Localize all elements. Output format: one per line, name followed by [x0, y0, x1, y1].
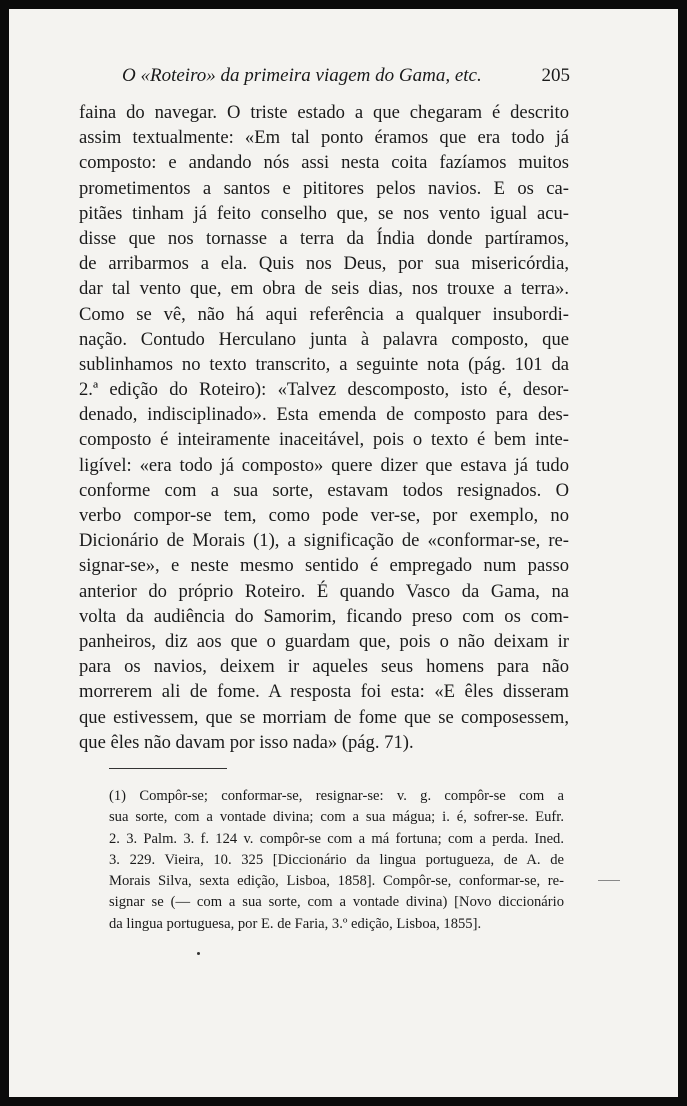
scan-border-top	[0, 0, 687, 9]
text-line: de arribarmos a ela. Quis nos Deus, por sua misericórdia,	[79, 253, 569, 275]
text-line: Dicionário de Morais (1), a significação de «conformar-se, re-	[79, 530, 569, 552]
text-line: sublinhamos no texto transcrito, a seguinte nota (pág. 101 da	[79, 353, 569, 375]
text-line: signar-se», e neste mesmo sentido é empregado num passo	[79, 555, 569, 577]
footnote-line: signar se (— com a sua sorte, com a vontade divina) [Novo diccionário	[109, 894, 564, 911]
footnote-line: Morais Silva, sexta edição, Lisboa, 1858]. Compôr-se, conformar-se, re-	[109, 873, 564, 890]
text-line: dar tal vento que, em obra de seis dias, nos trouxe a terra».	[79, 278, 569, 300]
text-line: composto: e andando nós assi nesta coita fazíamos muitos	[79, 152, 569, 174]
footnotes	[109, 786, 564, 935]
scan-border-bottom	[0, 1097, 687, 1106]
footnote-line: sua sorte, com a vontade divina; com a sua mágua; i. é, sofrer-se. Eufr.	[109, 809, 564, 826]
text-line: conforme com a sua sorte, estavam todos resignados. O	[79, 479, 569, 501]
text-line: panheiros, diz aos que o guardam que, pois o não deixam ir	[79, 630, 569, 652]
page-header	[122, 62, 570, 90]
text-line: 2.ª edição do Roteiro): «Talvez descomposto, isto é, desor-	[79, 379, 569, 401]
text-line: anterior do próprio Roteiro. É quando Vasco da Gama, na	[79, 580, 569, 602]
text-line: que êles não davam por isso nada» (pág. 71).	[79, 731, 414, 753]
footnote-line: (1) Compôr-se; conformar-se, resignar-se: v. g. compôr-se com a	[109, 788, 564, 804]
main-text	[79, 100, 569, 755]
text-line: nação. Contudo Herculano junta à palavra composto, que	[79, 328, 569, 350]
text-line: prometimentos a santos e pititores pelos navios. E os ca-	[79, 177, 569, 199]
page-number: 205	[541, 65, 570, 86]
text-line: composto é inteiramente inaceitável, pois o texto é bem inte-	[79, 429, 569, 451]
footnote-divider	[109, 768, 227, 769]
text-line: Como se vê, não há aqui referência a qualquer insubordi-	[79, 303, 569, 325]
text-line: faina do navegar. O triste estado a que chegaram é descrito	[79, 102, 569, 123]
text-line: assim textualmente: «Em tal ponto éramos que era todo já	[79, 127, 569, 149]
text-line: ligível: «era todo já composto» quere dizer que estava já tudo	[79, 454, 569, 476]
text-line: volta da audiência do Samorim, ficando preso com os com-	[79, 605, 569, 627]
text-line: pitães tinham já feito conselho que, se nos vento igual acu-	[79, 202, 569, 224]
footnote-line: da lingua portuguesa, por E. de Faria, 3.º edição, Lisboa, 1855].	[109, 915, 482, 932]
scan-speck	[197, 952, 200, 955]
scan-border-right	[678, 0, 687, 1106]
text-line: denado, indisciplinado». Esta emenda de composto para des-	[79, 404, 569, 426]
text-line: morrerem ali de fome. A resposta foi esta: «E êles disseram	[79, 681, 569, 703]
footnote-line: 2. 3. Palm. 3. f. 124 v. compôr-se com a má fortuna; com a perda. Ined.	[109, 830, 564, 847]
scan-scratch	[598, 880, 620, 881]
scan-border-left	[0, 0, 9, 1106]
text-line: verbo compor-se tem, como pode ver-se, por exemplo, no	[79, 505, 569, 526]
footnote-line: 3. 229. Vieira, 10. 325 [Diccionário da lingua portugueza, de A. de	[109, 851, 564, 868]
text-line: que estivessem, que se morriam de fome que se composessem,	[79, 706, 569, 728]
running-title: O «Roteiro» da primeira viagem do Gama, etc.	[122, 65, 482, 86]
text-line: disse que nos tornasse a terra da Índia donde partíramos,	[79, 227, 569, 249]
text-line: para os navios, deixem ir aqueles seus homens para não	[79, 656, 569, 678]
